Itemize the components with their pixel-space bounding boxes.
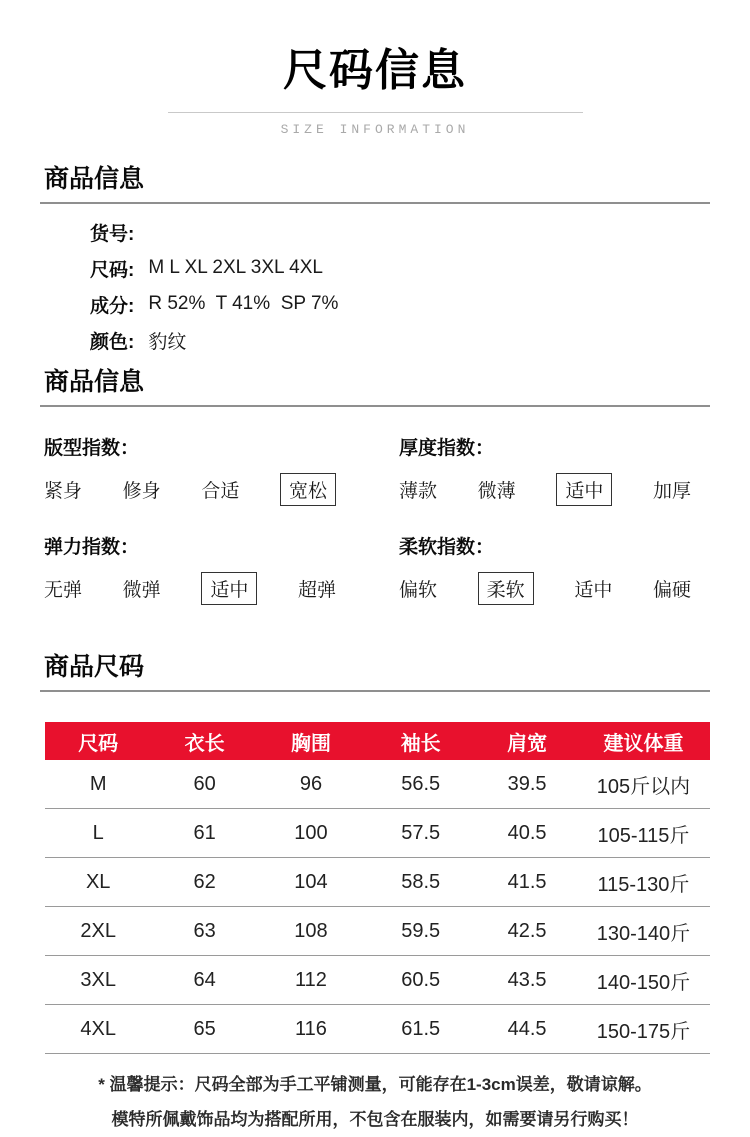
fit-option: 紧身 (44, 481, 83, 502)
cell-shoulder: 40.5 (507, 821, 547, 844)
col-header-sleeve: 袖长 (400, 732, 441, 755)
product-info-section (40, 159, 710, 362)
elasticity-index-options (44, 572, 336, 605)
cell-shoulder: 42.5 (507, 919, 547, 942)
info-row-composition (90, 286, 710, 322)
thickness-option: 薄款 (399, 481, 438, 502)
softness-index-title: 柔软指数： (399, 537, 495, 558)
cell-weight: 130-140斤 (596, 922, 691, 945)
index-group-fit (44, 433, 399, 506)
softness-option: 偏软 (399, 580, 438, 601)
cell-sleeve: 57.5 (401, 821, 441, 844)
cell-shoulder: 39.5 (507, 772, 547, 795)
cell-length: 64 (193, 968, 216, 991)
cell-shoulder: 41.5 (507, 870, 547, 893)
cell-size: L (92, 821, 104, 844)
cell-sleeve: 59.5 (401, 919, 441, 942)
cell-size: 3XL (80, 968, 116, 991)
elasticity-option: 无弹 (44, 580, 83, 601)
table-row (45, 858, 710, 907)
elasticity-option: 微弹 (122, 580, 161, 601)
cell-bust: 100 (294, 821, 328, 844)
sizes-label: 尺码: (90, 259, 135, 281)
table-row (45, 809, 710, 858)
cell-length: 62 (193, 870, 216, 893)
table-row (45, 1005, 710, 1054)
elasticity-option-selected: 适中 (201, 572, 257, 605)
thickness-index-options (399, 473, 691, 506)
cell-weight: 105斤以内 (596, 775, 691, 798)
index-group-thickness (399, 433, 710, 506)
softness-option: 偏硬 (652, 580, 691, 601)
thickness-index-title: 厚度指数： (399, 438, 495, 459)
cell-bust: 112 (295, 968, 327, 991)
cell-size: M (89, 772, 107, 795)
color-label: 颜色: (90, 331, 135, 353)
fit-option: 合适 (201, 481, 240, 502)
cell-size: 4XL (80, 1017, 116, 1040)
size-table-heading: 商品尺码 (40, 647, 710, 692)
page-subtitle: SIZE INFORMATION (280, 122, 470, 137)
elasticity-option: 超弹 (297, 580, 336, 601)
cell-length: 65 (193, 1017, 216, 1040)
fit-option-selected: 宽松 (280, 473, 336, 506)
cell-weight: 115-130斤 (597, 873, 690, 896)
table-row (45, 760, 710, 809)
index-group-softness (399, 532, 710, 605)
color-value: 豹纹 (148, 331, 187, 353)
indices-grid (40, 407, 710, 605)
cell-sleeve: 61.5 (401, 1017, 441, 1040)
col-header-weight: 建议体重 (603, 732, 684, 755)
accessories-note-line: 模特所佩戴饰品均为搭配所用，不包含在服装内，如需要请另行购买！ (111, 1110, 639, 1129)
cell-sleeve: 60.5 (401, 968, 441, 991)
cell-bust: 96 (299, 772, 323, 795)
title-divider (168, 112, 583, 113)
info-row-item-number (90, 214, 710, 250)
cell-weight: 150-175斤 (596, 1020, 691, 1043)
cell-size: 2XL (80, 919, 116, 942)
cell-bust: 104 (294, 870, 328, 893)
composition-value: R 52% T 41% SP 7% (148, 293, 339, 314)
col-header-bust: 胸围 (290, 732, 331, 755)
product-info-heading: 商品信息 (40, 159, 710, 204)
softness-option-selected: 柔软 (478, 572, 534, 605)
index-group-elasticity (44, 532, 399, 605)
col-header-length: 衣长 (184, 732, 225, 755)
fit-index-title: 版型指数： (44, 438, 140, 459)
fit-index-options (44, 473, 336, 506)
table-row (45, 956, 710, 1005)
cell-weight: 140-150斤 (596, 971, 691, 994)
item-number-label: 货号: (90, 223, 135, 245)
cell-sleeve: 58.5 (401, 870, 441, 893)
elasticity-index-title: 弹力指数： (44, 537, 140, 558)
cell-size: XL (85, 870, 111, 893)
cell-weight: 105-115斤 (597, 824, 690, 847)
product-indices-heading: 商品信息 (40, 362, 710, 407)
size-table-header-row (45, 722, 710, 760)
size-table (45, 722, 710, 1054)
cell-bust: 108 (294, 919, 328, 942)
page-title: 尺码信息 (283, 46, 467, 95)
product-indices-section (40, 362, 710, 605)
table-row (45, 907, 710, 956)
warm-tip-line: * 温馨提示：尺码全部为手工平铺测量，可能存在1-3cm误差，敬请谅解。 (98, 1075, 652, 1094)
softness-option: 适中 (574, 580, 613, 601)
cell-length: 63 (193, 919, 216, 942)
cell-length: 60 (193, 772, 216, 795)
info-row-sizes (90, 250, 710, 286)
cell-shoulder: 44.5 (507, 1017, 547, 1040)
cell-sleeve: 56.5 (401, 772, 441, 795)
composition-label: 成分: (90, 295, 135, 317)
info-row-color (90, 322, 710, 358)
cell-shoulder: 43.5 (507, 968, 547, 991)
cell-bust: 116 (295, 1017, 327, 1040)
thickness-option: 微薄 (477, 481, 516, 502)
footer-notes (40, 1067, 710, 1137)
thickness-option: 加厚 (652, 481, 691, 502)
fit-option: 修身 (122, 481, 161, 502)
col-header-size: 尺码 (78, 732, 119, 755)
page-header (0, 0, 750, 137)
cell-length: 61 (193, 821, 216, 844)
softness-index-options (399, 572, 691, 605)
size-table-section (40, 647, 710, 1054)
sizes-value: M L XL 2XL 3XL 4XL (148, 257, 323, 278)
product-info-rows (40, 204, 710, 362)
col-header-shoulder: 肩宽 (507, 732, 548, 755)
thickness-option-selected: 适中 (556, 473, 612, 506)
